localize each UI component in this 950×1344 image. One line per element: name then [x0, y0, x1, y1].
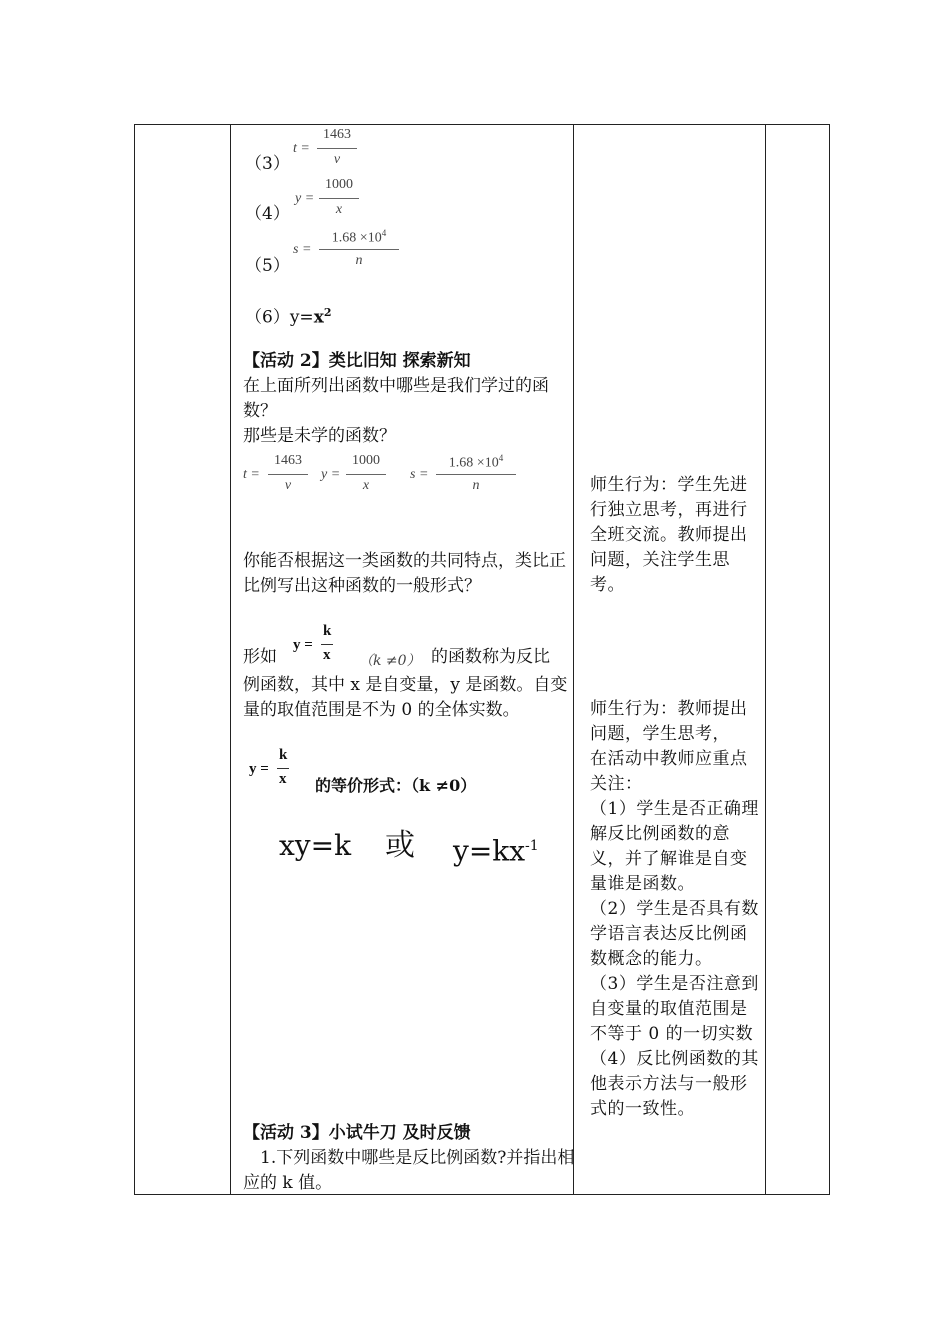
note-2-line: （4）反比例函数的其他表示方法与一般形式的一致性。 [590, 1049, 759, 1119]
activity2-title: 【活动 2】类比旧知 探索新知 [243, 351, 471, 371]
inverse-fraction-equiv: y = k x [249, 747, 288, 787]
note-1: 师生行为：学生先进行独立思考，再进行全班交流。教师提出问题，关注学生思考。 [590, 475, 748, 595]
activity-column [239, 125, 576, 1194]
activity2-question3: 你能否根据这一类函数的共同特点，类比正比例写出这种函数的一般形式？ [243, 551, 566, 596]
note-2-line: （2）学生是否具有数学语言表达反比例函数概念的能力。 [590, 899, 759, 969]
column-divider [230, 125, 231, 1194]
activity2-question2: 那些是未学的函数？ [243, 426, 396, 446]
note-2-line: （3）学生是否注意到自变量的取值范围是不等于 0 的一切实数 [590, 974, 759, 1044]
definition-condition: （k ≠0） [359, 653, 421, 669]
formula-y-row: y = 1000 x [321, 453, 391, 499]
item-6: $(6)y=x^2$ [245, 306, 332, 328]
lesson-table [134, 124, 830, 1195]
big-formula-or: 或 [385, 828, 415, 863]
formula-t: t = 1463 v [293, 127, 363, 173]
activity2-question1: 在上面所列出函数中哪些是我们学过的函数？ [243, 376, 549, 421]
formula-t-row: t = 1463 v [243, 453, 313, 499]
formula-y: y = 1000 x [295, 177, 365, 223]
note-2-line: 在活动中教师应重点关注： [590, 749, 748, 794]
note-2-line: 师生行为：教师提出问题，学生思考， [590, 699, 748, 744]
inverse-fraction: y = k x [293, 623, 332, 663]
activity3-question1: 1.下列函数中哪些是反比例函数?并指出相应的 k 值。 [243, 1148, 575, 1193]
note-2-line: （1）学生是否正确理解反比例函数的意义，并了解谁是自变量谁是函数。 [590, 799, 759, 894]
big-formula-xy: xy=k [279, 829, 352, 862]
item-label-3: （3） [245, 154, 290, 174]
item-label-4: （4） [245, 204, 290, 224]
equivalent-form-label: 的等价形式：（k ≠0） [315, 776, 477, 795]
activity3-title: 【活动 3】小试牛刀 及时反馈 [243, 1123, 471, 1143]
definition-prefix: 形如 [243, 647, 277, 667]
definition-tail: 的函数称为反比 [431, 647, 550, 667]
formula-s-row: s = $1.68 \times 10^4$ n [410, 453, 520, 499]
column-divider [765, 125, 766, 1194]
formula-s: s = $1.68 \times 10^4$ n [293, 228, 403, 274]
definition-text: 例函数，其中 x 是自变量，y 是函数。自变量的取值范围是不为 0 的全体实数。 [243, 675, 568, 720]
notes-column [582, 125, 762, 1194]
item-label-5: （5） [245, 256, 290, 276]
note-2 [590, 697, 760, 1122]
big-formula-kx: $y=kx^{-1}$ [453, 834, 539, 868]
